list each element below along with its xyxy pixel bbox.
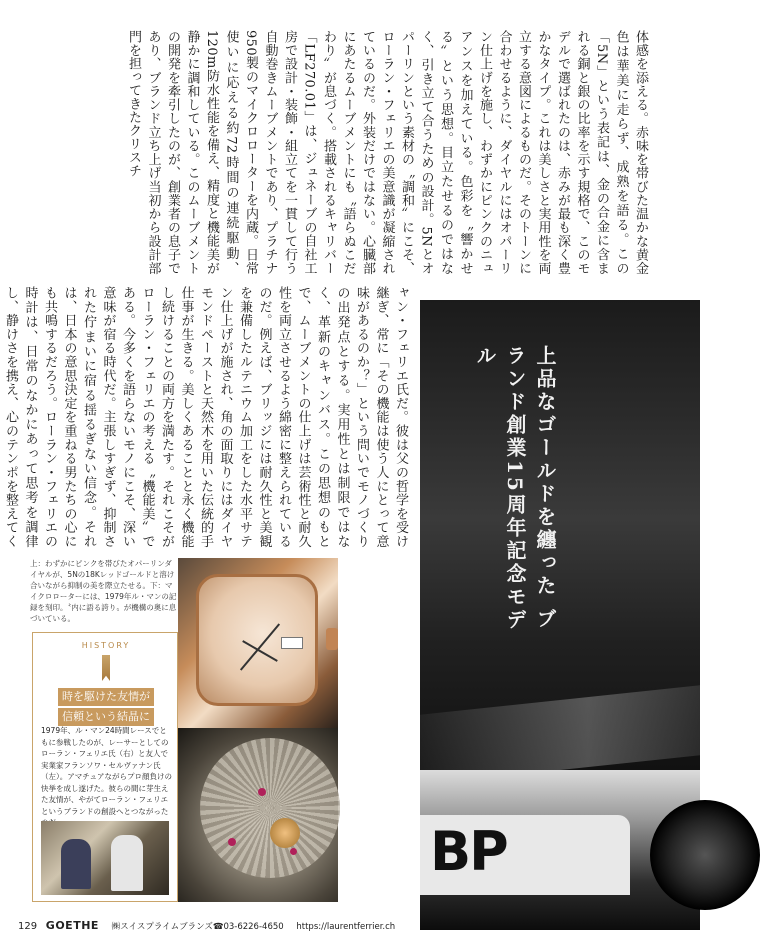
- website-link[interactable]: https://laurentferrier.ch: [296, 922, 396, 932]
- page-number: 129: [18, 921, 38, 932]
- watch-dial: [196, 574, 318, 706]
- history-label: HISTORY: [81, 641, 131, 650]
- history-photo-person-left: [61, 839, 91, 889]
- article-column-top: 体感を添える。赤味を帯びた温かな黄金色は華美に走らず、成熟を語る。この「5N」という表記は、金の合金に含まれる銅と銀の比率を示す規格で、このモデルで選ばれたのは、赤みが最も深く豊かなタイプ。これは美しさと実用性を両立する意図によるものだ。そのトーンに合わせるように、ダイヤルにはオパーリン仕上げを施し、わずかにピンクのニュアンスを加えている。色彩を〝響かせる〟という思想。目立たせるのではなく、引き立て合うための設計。5Nとオパーリンという素材の〝調和〟にこそ、ローラン・フェリエの美意識が凝縮されているのだ。外装だけではない。心臓部にあたるムーブメントにも〝語らぬこだわり〟が息づく。搭載されるキャリバー「LF270.01」は、ジュネーブの自社工房で設計・装飾・組立てを一貫して行う自動巻きムーブメントであり、プラチナ950製のマイクロローターを内蔵。日常使いに応える約72時間の連続駆動、120m防水性能を備え、精度と機能美が静かに調和している。このムーブメントの開発を牽引したのが、創業者の息子であり、ブランド立ち上げ当初から設計部門を担ってきたクリスチ: [126, 30, 648, 275]
- hero-racing-photo: [420, 300, 700, 925]
- contact-info: ㈱スイスプライムブランズ☎03-6226-4650: [111, 922, 284, 932]
- movement-jewel: [258, 788, 266, 796]
- movement-jewel: [290, 848, 297, 855]
- photo-caption: 上：わずかにピンクを帯びたオパーリンダイヤルが、5Nの18Kレッドゴールドと溶け合いながら抑制の美を際立たせる。下：マイクロローターには、1979年ル・マンの記録を刻印。〝内に語る誇り〟が機構の奥に息づいている。: [30, 559, 177, 623]
- watch-date-window: [281, 637, 303, 649]
- watch-crown: [326, 628, 338, 650]
- history-body: 1979年、ル・マン24時間レースでともに参戦したのが、レーサーとしてのローラン・フェリエ氏（右）と友人で実業家フランソワ・セルヴァナン氏（左）。アマチュアながらプロ顔負けの快挙を成し遂げた。彼らの間に芽生えた友情が、やがてローラン・フェリエというブランドの創設へとつながった: [41, 726, 173, 816]
- movement-gold-wheel: [270, 818, 300, 848]
- micro-rotor: [200, 738, 340, 878]
- hero-headline: 上品なゴールドを纏った ブランド創業15周年記念モデル: [473, 345, 557, 632]
- article-column-middle: [3, 286, 410, 548]
- history-heading: [33, 687, 179, 727]
- article-column-middle-text: ャン・フェリエ氏だ。彼は父の哲学を受け継ぎ、常に「その機能は使う人にとって意味があるのか？」という問いでモノづくりの出発点とする。実用性とは制限ではなく、革新のキャンバス。この思想のもとで、ムーブメントの仕上げは芸術性と耐久性を両立させるよう綿密に整えられているのだ。例えば、ブリッジには耐久性と美観を兼備したルテニウム加工をした水平サテン仕上げが施され、角の面取りにはダイヤモンドペーストと天然木を用いた伝統的手仕事が生きる。美しくあることと永く機能し続けることの両方を満たす。それこそがローラン・フェリエの考える〝機能美〟である。今多くを語らないモノにこそ、深い意味が宿る時代だ。主張しすぎず、抑制された佇まいに宿る揺るぎない信念。それは、日本の意思決定を重ねる男たちの心にも共鳴するだろう。ローラン・フェリエの時計は、日常のなかにあって思考を調律し、静けさを携え、心のテンポを整えてく: [3, 286, 408, 548]
- history-photo: [41, 821, 169, 895]
- history-heading-line-2: 信頼という結晶に: [58, 708, 154, 726]
- watch-dial-photo: [178, 558, 338, 728]
- history-photo-person-right: [111, 835, 143, 891]
- movement-jewel: [228, 838, 236, 846]
- hero-car-logo: BP: [430, 820, 507, 883]
- history-sidebar: [32, 632, 178, 902]
- watch-hour-hand: [240, 623, 280, 670]
- history-flag-icon: [102, 655, 110, 681]
- watch-movement-photo: [178, 728, 338, 902]
- hero-car-wheel: [650, 800, 760, 910]
- page-footer: [18, 918, 395, 934]
- magazine-name: GOETHE: [45, 919, 99, 932]
- history-heading-line-1: 時を駆けた友情が: [58, 688, 154, 706]
